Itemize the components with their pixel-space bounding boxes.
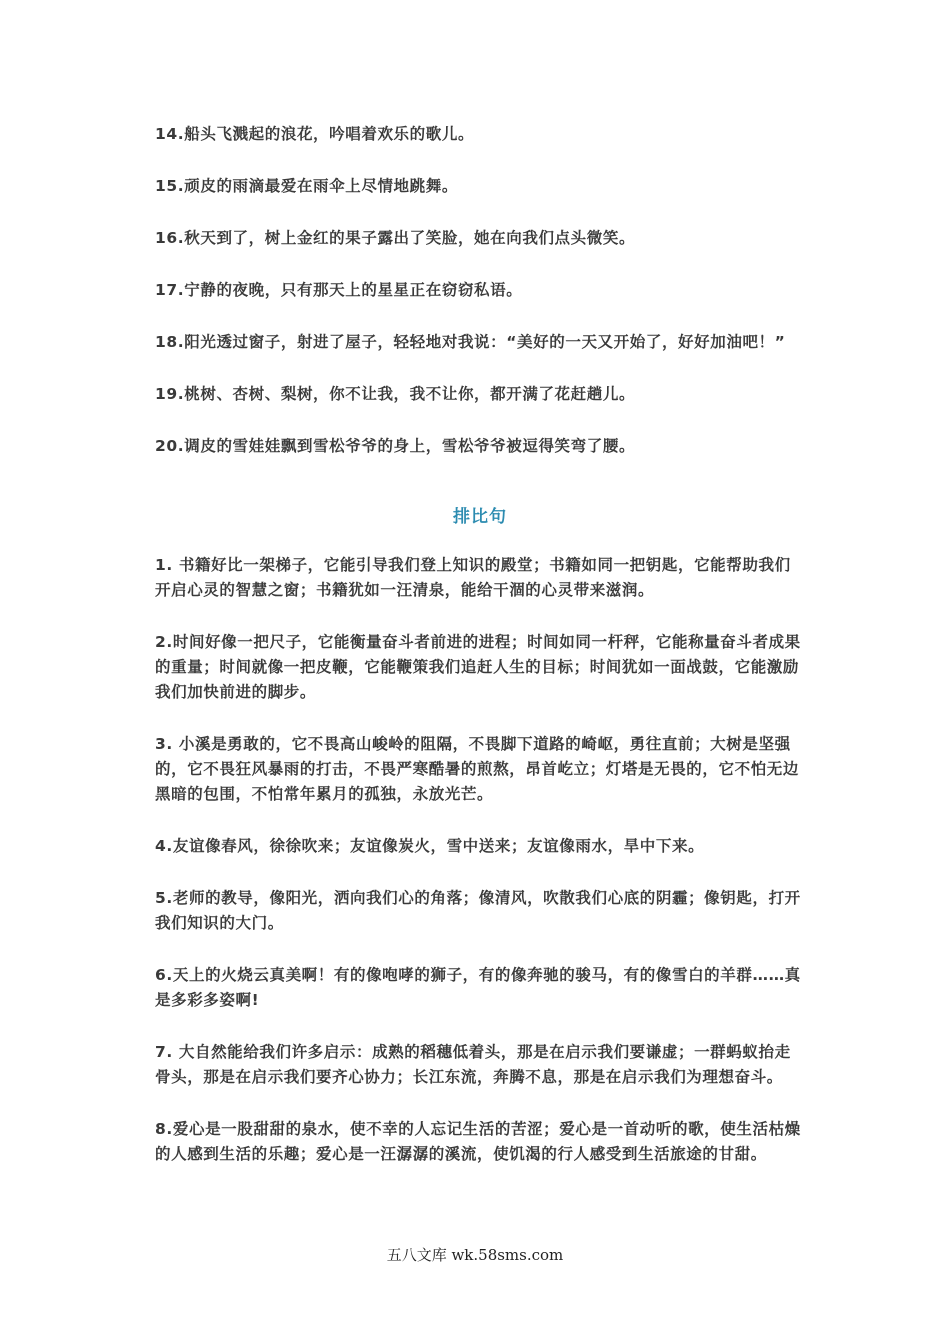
sentence-15: 15.顽皮的雨滴最爱在雨伞上尽情地跳舞。: [155, 177, 458, 195]
parallel-sentence-5: 5.老师的教导，像阳光，洒向我们心的角落；像清风，吹散我们心底的阴霾；像钥匙，打开我们知识的大门。: [155, 889, 801, 932]
parallel-sentence-3: 3. 小溪是勇敢的，它不畏高山峻岭的阻隔，不畏脚下道路的崎岖，勇往直前；大树是坚强的，它不畏狂风暴雨的打击，不畏严寒酷暑的煎熬，昂首屹立；灯塔是无畏的，它不怕无边黑暗的包围，不怕常年累月的孤独，永放光芒。: [155, 735, 800, 803]
parallel-sentence-4: 4.友谊像春风，徐徐吹来；友谊像炭火，雪中送来；友谊像雨水，旱中下来。: [155, 837, 705, 855]
sentence-18: 18.阳光透过窗子，射进了屋子，轻轻地对我说：“美好的一天又开始了，好好加油吧！”: [155, 333, 786, 351]
sentence-20: 20.调皮的雪娃娃飘到雪松爷爷的身上，雪松爷爷被逗得笑弯了腰。: [155, 437, 636, 455]
parallel-sentence-1: 1. 书籍好比一架梯子，它能引导我们登上知识的殿堂；书籍如同一把钥匙，它能帮助我们开启心灵的智慧之窗；书籍犹如一汪清泉，能给干涸的心灵带来滋润。: [155, 556, 791, 599]
sentence-17: 17.宁静的夜晚，只有那天上的星星正在窃窃私语。: [155, 281, 523, 299]
sentence-16: 16.秋天到了，树上金红的果子露出了笑脸，她在向我们点头微笑。: [155, 229, 636, 247]
parallel-sentence-8: 8.爱心是一股甜甜的泉水，使不幸的人忘记生活的苦涩；爱心是一首动听的歌，使生活枯燥的人感到生活的乐趣；爱心是一汪潺潺的溪流，使饥渴的行人感受到生活旅途的甘甜。: [155, 1120, 801, 1163]
document-body: [155, 122, 805, 1194]
sentence-19: 19.桃树、杏树、梨树，你不让我，我不让你，都开满了花赶趟儿。: [155, 385, 636, 403]
parallel-sentence-7: 7. 大自然能给我们许多启示：成熟的稻穗低着头，那是在启示我们要谦虚；一群蚂蚁抬走骨头，那是在启示我们要齐心协力；长江东流，奔腾不息，那是在启示我们为理想奋斗。: [155, 1043, 791, 1086]
footer-watermark: 五八文库 wk.58sms.com: [386, 1246, 564, 1264]
parallel-sentence-6: 6.天上的火烧云真美啊！有的像咆哮的狮子，有的像奔驰的骏马，有的像雪白的羊群……真是多彩多姿啊!: [155, 966, 801, 1009]
section-title-parallelism: 排比句: [453, 507, 507, 527]
parallel-sentence-2: 2.时间好像一把尺子，它能衡量奋斗者前进的进程；时间如同一杆秤，它能称量奋斗者成果的重量；时间就像一把皮鞭，它能鞭策我们追赶人生的目标；时间犹如一面战鼓，它能激励我们加快前进的脚步。: [155, 633, 801, 701]
sentence-14: 14.船头飞溅起的浪花，吟唱着欢乐的歌儿。: [155, 125, 475, 143]
